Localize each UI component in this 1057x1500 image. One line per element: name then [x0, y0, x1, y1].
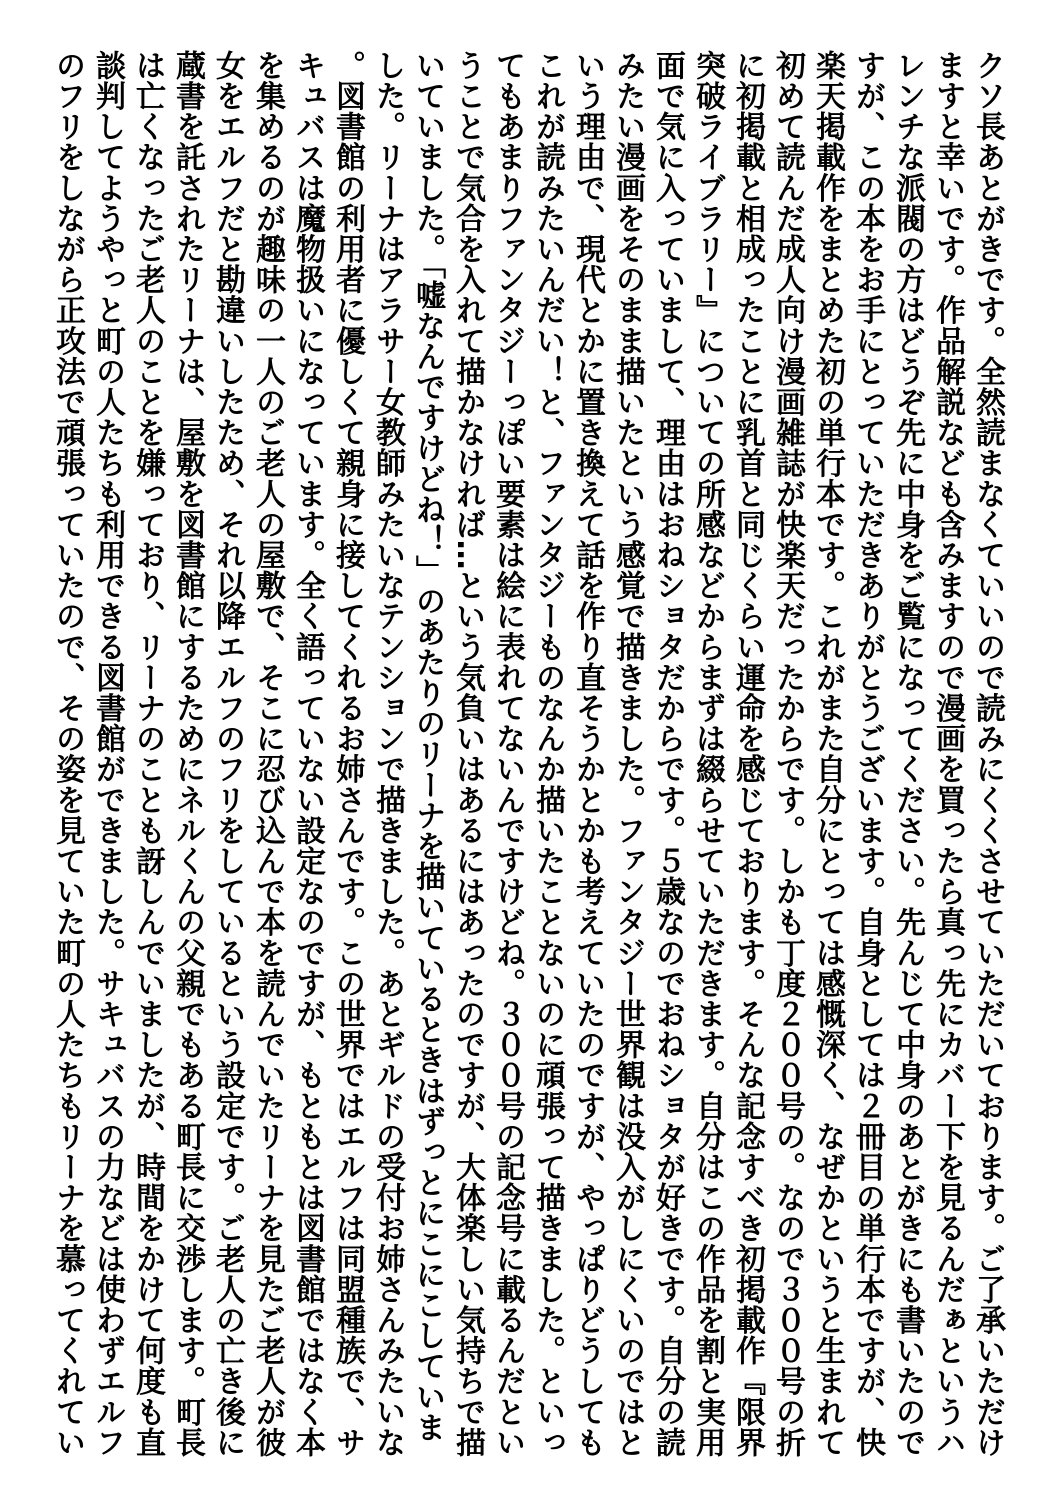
text-column: みたい漫画をそのまま描いたという感覚で描きました。ファンタジー世界観は没入がしにくいのではと — [610, 50, 645, 1458]
text-column: 談判してようやっと町の人たちも利用できる図書館ができました。サキュバスの力などは使わずエルフ — [90, 50, 125, 1458]
text-column: てもあまりファンタジーっぽい要素は絵に表れてないんですけどね。３００号の記念号に載るんだとい — [490, 50, 525, 1458]
text-column: を集めるのが趣味の一人のご老人の屋敷で、そこに忍び込んで本を読んでいたリーナを見たご老人が彼 — [250, 50, 285, 1458]
text-column: すが、この本をお手にとっていただきありがとうございます。自身としては２冊目の単行本ですが、快 — [850, 50, 885, 1458]
text-column: 面で気に入っていまして、理由はおねショタだからです。５歳なのでおねショタが好きです。自分の読 — [650, 50, 685, 1458]
text-column: に初掲載と相成ったことに乳首と同じくらい運命を感じております。そんな記念すべき初掲載作『限界 — [730, 50, 765, 1458]
text-column: キュバスは魔物扱いになっています。全く語っていない設定なのですが、もともとは図書館ではなく本 — [290, 50, 325, 1458]
afterword-text-block — [47, 50, 1007, 1460]
text-column: は亡くなったご老人のことを嫌っており、リーナのことも訝しんでいましたが、時間をかけて何度も直 — [130, 50, 165, 1458]
text-column: レンチな派閥の方はどうぞ先に中身をご覧になってください。先んじて中身のあとがきにも書いたので — [890, 50, 925, 1458]
text-column: これが読みたいんだい！と、ファンタジーものなんか描いたことないのに頑張って描きました。といっ — [530, 50, 565, 1458]
text-column: のフリをしながら正攻法で頑張っていたので、その姿を見ていた町の人たちもリーナを慕ってくれてい — [50, 50, 85, 1458]
text-column: 蔵書を託されたリーナは、屋敷を図書館にするためにネルくんの父親でもある町長に交渉します。町長 — [170, 50, 205, 1458]
text-column: した。リーナはアラサー女教師みたいなテンションで描きました。あとギルドの受付お姉さんみたいな — [370, 50, 405, 1458]
text-column: クソ長あとがきです。全然読まなくていいので読みにくくさせていただいております。ご了承いただけ — [970, 50, 1005, 1458]
text-column: いていました。「嘘なんですけどね！」のあたりのリーナを描いているときはずっとにこにこしていま — [410, 50, 445, 1443]
text-column: 。図書館の利用者に優しくて親身に接してくれるお姉さんです。この世界ではエルフは同盟種族で、サ — [330, 50, 365, 1458]
text-column: いう理由で、現代とかに置き換えて話を作り直そうかとかも考えていたのですが、やっぱりどうしても — [570, 50, 605, 1458]
text-column: 初めて読んだ成人向け漫画雑誌が快楽天だったからです。しかも丁度２００号の。なので３００号の折 — [770, 50, 805, 1458]
text-column: ますと幸いです。作品解説なども含みますので漫画を買ったら真っ先にカバー下を見るんだぁというハ — [930, 50, 965, 1458]
text-column: うことで気合を入れて描かなければ…という気負いはあるにはあったのですが、大体楽しい気持ちで描 — [450, 50, 485, 1458]
text-column: 楽天掲載作をまとめた初の単行本です。これがまた自分にとっては感慨深く、なぜかというと生まれて — [810, 50, 845, 1458]
text-column: 女をエルフだと勘違いしたため、それ以降エルフのフリをしているという設定です。ご老人の亡き後に — [210, 50, 245, 1458]
text-column: 突破ライブラリー』についての所感などからまずは綴らせていただきます。自分はこの作品を割と実用 — [690, 50, 725, 1458]
